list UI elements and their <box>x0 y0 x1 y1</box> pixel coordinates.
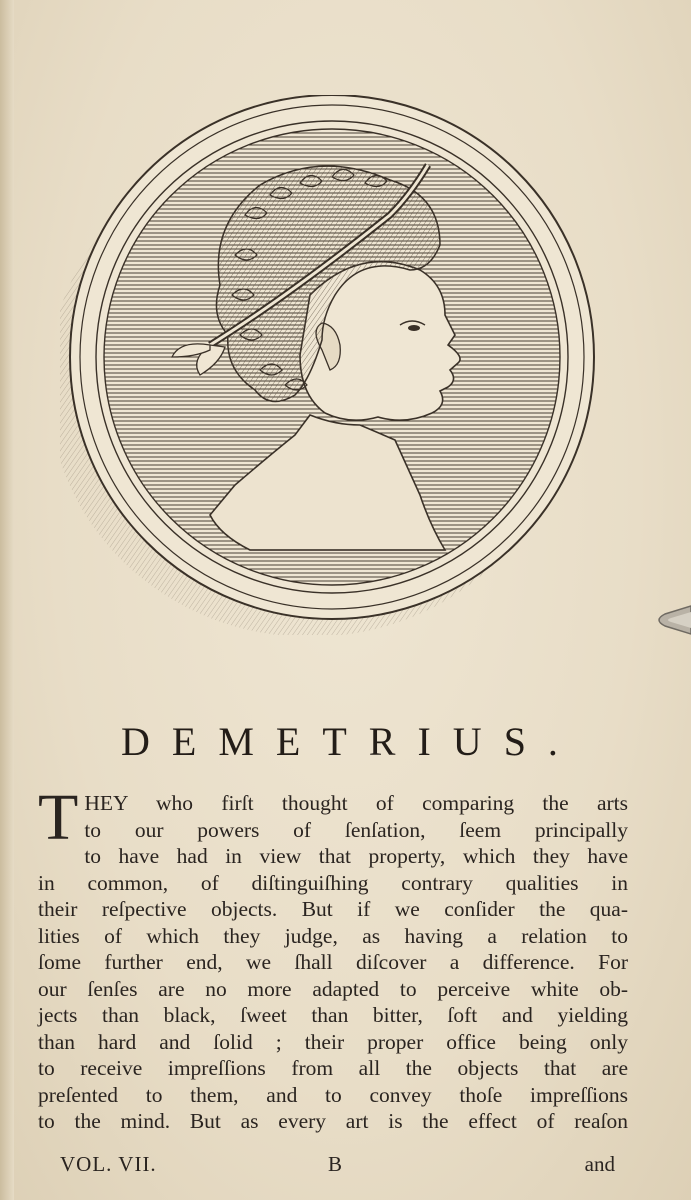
text-line-13: to the mind. But as every art is the effect of reaſon <box>38 1109 628 1133</box>
text-line-4: in common, of diſtinguiſhing contrary qualities in <box>38 870 628 895</box>
signature-mark: B <box>328 1152 343 1176</box>
body-text <box>38 781 628 1135</box>
text-line-5: their reſpective objects. But if we conſider the qua- <box>38 897 628 921</box>
text-line-12: preſented to them, and to convey thoſe impreſſions <box>38 1082 628 1107</box>
text-line-7: ſome further end, we ſhall diſcover a difference. For <box>38 950 628 974</box>
portrait-medallion <box>60 95 605 635</box>
text-line-2: to our powers of ſenſation, ſeem principally <box>84 817 628 842</box>
drop-cap: T <box>38 781 79 854</box>
text-line-9: jects than black, ſweet than bitter, ſoft and yielding <box>38 1003 628 1027</box>
page-footer <box>60 1152 615 1182</box>
volume-label: VOL. VII. <box>60 1152 157 1176</box>
bookmark-tab <box>651 600 691 640</box>
text-line-8: our ſenſes are no more adapted to perceive white ob- <box>38 976 628 1001</box>
text-line-11: to receive impreſſions from all the objects that are <box>38 1056 628 1080</box>
catchword: and <box>584 1152 615 1176</box>
page-title: DEMETRIUS. <box>121 719 580 764</box>
text-line-10: than hard and ſolid ; their proper office being only <box>38 1029 628 1054</box>
text-line-6: lities of which they judge, as having a relation to <box>38 923 628 948</box>
text-line-3: to have had in view that property, which they have <box>84 844 628 868</box>
page-gutter <box>0 0 14 1200</box>
text-line-1: HEY who firſt thought of comparing the arts <box>84 791 628 815</box>
